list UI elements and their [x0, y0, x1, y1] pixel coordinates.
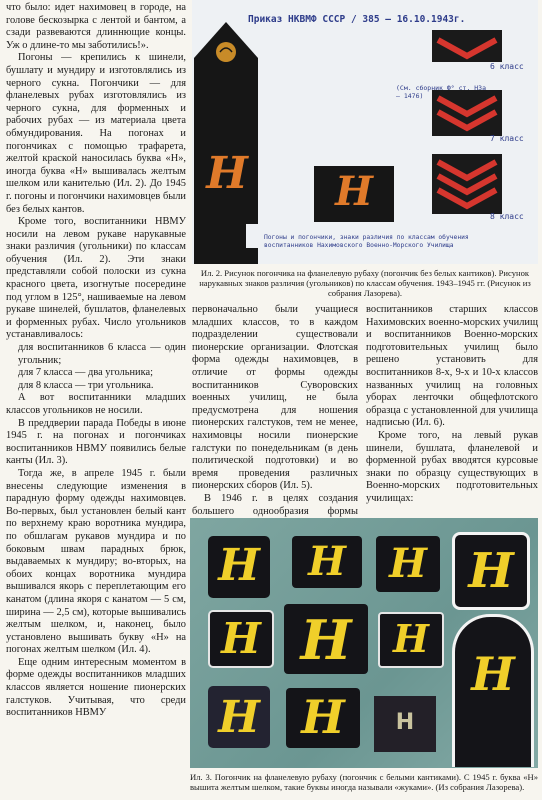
patch-2: Н: [292, 536, 362, 588]
patch-6: Н: [284, 604, 368, 674]
letter-n-patch: Н: [335, 168, 373, 215]
patch-10-plain-h: Н: [374, 696, 436, 752]
chevron-backing-6: [432, 30, 502, 62]
left-text-column: [6, 2, 186, 720]
label-8-class: 8 класс: [490, 212, 524, 221]
order-heading: Приказ НКВМФ СССР / 385 — 16.10.1943г.: [248, 14, 466, 25]
paragraph: Кроме того, воспитанники НВМУ носили на левом рукаве нарукавные знаки различия (угольники) по классам обучения (Ил. 2). Эти знаки представляли собой полоски из сукна красного цвета, изогнутые посередине под углом в 125°, нашиваемые на левом рукаве шинелей, бушлатов, фланелевых и форменных рубах. Число угольников устанавливалось:: [6, 216, 186, 341]
patch-4-white-edged: Н: [452, 532, 530, 610]
paragraph: Тогда же, в апреле 1945 г. были внесены следующие изменения в парадную форму одежды нахимовцев. Во-первых, был установлен белый кант по верхнему краю воротника мундира, по обшлагам рукавов мундира и по боковым швам парадных брюк, выдаваемых к мундиру; во-вторых, на обоих концах воротника мундира вышивался якорь с переплетающим его канатом (длина якоря с канатом — 5 см, ширина — 2,5 см), которые вышивались желтым шелком, и, наконец, было установлено вышивать букву «Н» на погонах желтым шелком (Ил. 4).: [6, 467, 186, 656]
patch-9: Н: [286, 688, 360, 748]
paragraph: В 1946 г. в целях создания большего однообразия формы: [192, 492, 358, 517]
paragraph: А вот воспитанники младших классов угольников не носили.: [6, 392, 186, 416]
paragraph: для 7 класса — два угольника;: [18, 367, 153, 379]
chevron-backing-8: [432, 154, 502, 214]
paragraph: Кроме того, на левый рукав шинели, бушлата, фланелевой и форменной рубах вводятся курсовые знаки по образцу существующих в Военно-морских подготовительных училищах:: [366, 429, 538, 504]
paragraph: что было: идет нахимовец в городе, на голове бескозырка с лентой и бантом, а сзади развеваются длиннющие концы. Уж о длине-то мы заботились!».: [6, 2, 186, 51]
paragraph: Погоны — крепились к шинели, бушлату и мундиру и изготовлялись из черного сукна. Погончики — для фланелевых рубах изготовлялись из черного сукна, для форменных и рабочих рубах — из материала цвета обмундирования. На погонах и погончиках с помощью трафарета, желтой краской наносилась буква «Н», иногда буква «Н» вышивалась желтым шелком или канителью (Ил. 2). До 1945 г. погоны и погончики нахимовцев были без белых кантов.: [6, 52, 186, 215]
patch-8: Н: [208, 686, 270, 748]
paragraph: воспитанников старших классов Нахимовских военно-морских училищ и воспитанников Военно-морских подготовительных училищ было решено установить для воспитанников 8-х, 9-х и 10-х классов названных училищ на головных уборах ленточки общефлотского образца с установленной для училища надписью (Ил. 6).: [366, 304, 538, 429]
shoulder-board-white-edged: Н: [452, 614, 534, 767]
figure-3-photo: [190, 518, 538, 768]
middle-text-column: [192, 304, 358, 531]
patch-3: Н: [376, 536, 440, 592]
label-7-class: 7 класс: [490, 134, 524, 143]
patch-7: Н: [378, 612, 444, 668]
paragraph: В преддверии парада Победы в июне 1945 г. на погонах и погончиках воспитанников НВМУ появились белые канты (Ил. 3).: [6, 417, 186, 467]
reference-note: (См. сборник Ф° ст. Н3а — 1476): [396, 84, 487, 100]
drawing-bottom-note: Погоны и погончики, знаки различия по классам обучения воспитанников Нахимовского Военно-Морского Училища: [264, 234, 469, 249]
figure-2-caption: Ил. 2. Рисунок погончика на фланелевую рубаху (погончик без белых кантиков). Рисунок нарукавных знаков различия (угольников) по классам обучения. 1943–1945 гг. (Рисунок из собрания Лазорева).: [199, 268, 531, 299]
right-text-column: [366, 304, 538, 506]
figure-3-caption: Ил. 3. Погончик на фланелевую рубаху (погончик с белыми кантиками). С 1945 г. буква «Н» вышита желтым шелком, такие буквы иногда называли «жуками». (Из собрания Лазорева).: [190, 772, 538, 793]
paragraph: Еще одним интересным моментом в форме одежды воспитанников младших классов является ношение пионерских галстуков. Учитывая, что среди воспитанников НВМУ: [6, 656, 186, 719]
patch-5: Н: [208, 610, 274, 668]
patch-1: Н: [208, 536, 270, 598]
paragraph: для воспитанников 6 класса — один угольник;: [18, 342, 186, 366]
label-6-class: 6 класс: [490, 62, 524, 71]
figure-2-drawing: [192, 0, 538, 264]
board-button-icon: [216, 42, 236, 62]
letter-n-board: Н: [206, 148, 248, 199]
paragraph: первоначально были учащиеся младших классов, то в каждом подразделении существовали пионерские организации. Флотская форма одежды нахимовцев, в отличие от формы одежды воспитанников Суворовских военных училищ, не была предусмотрена для ношения пионерских галстуков, тем не менее, нахимовцы носили пионерские галстуки по понедельникам (в день политической подготовки) и во время проведения различных пионерских сборов (Ил. 5).: [192, 304, 358, 492]
paragraph: для 8 класса — три угольника.: [18, 379, 154, 391]
